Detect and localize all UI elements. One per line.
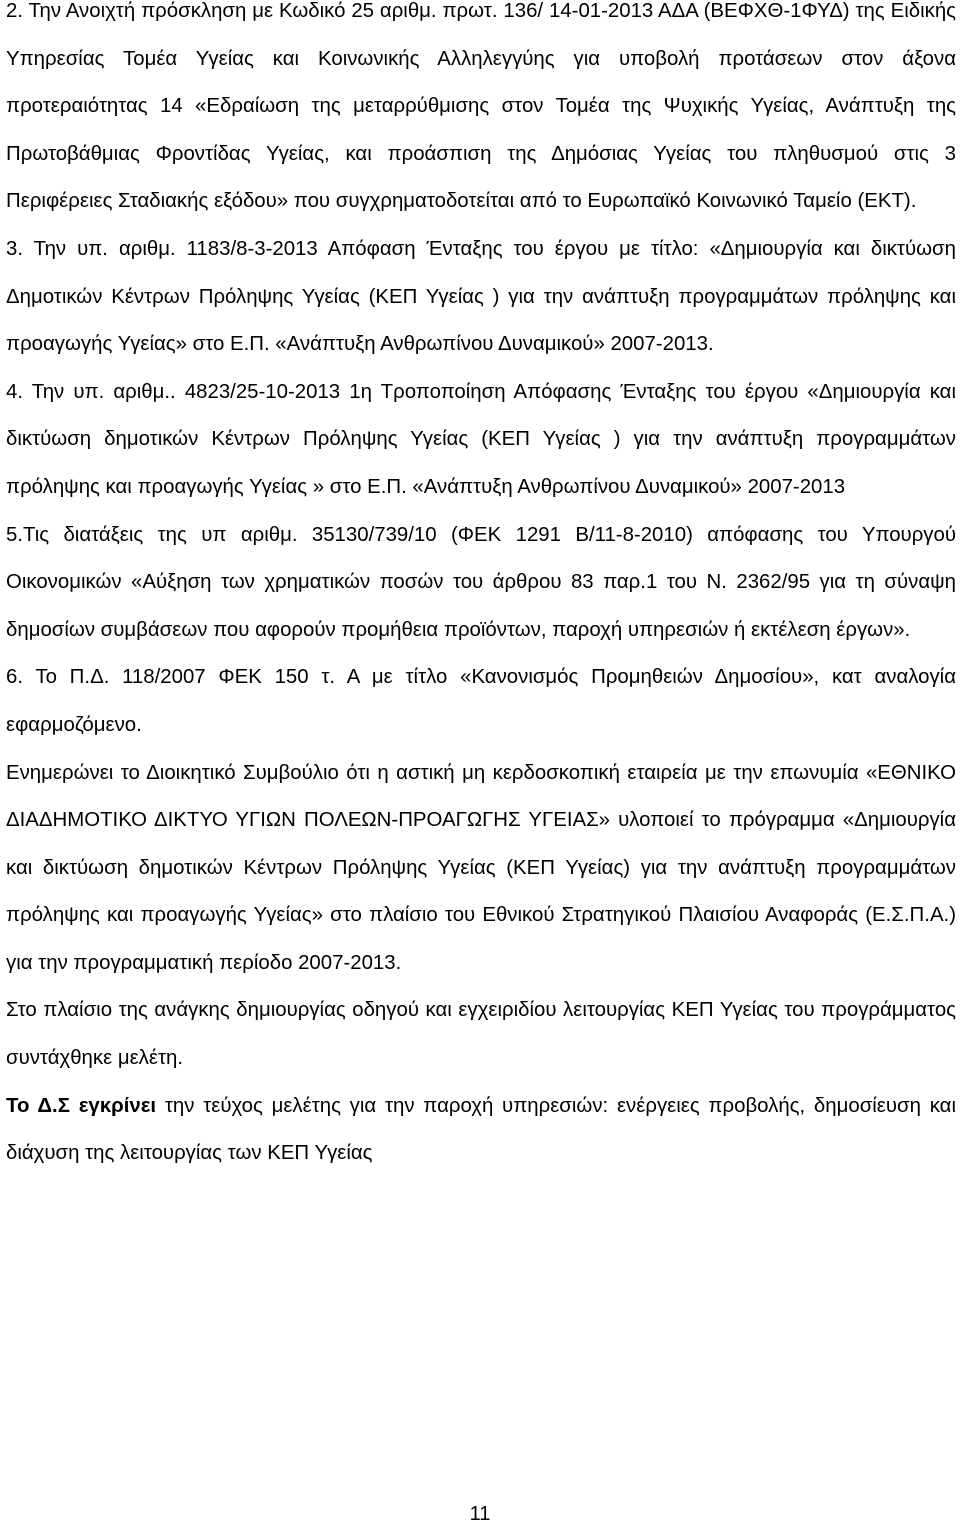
document-body xyxy=(6,0,956,1178)
paragraph-text: 6. Το Π.Δ. 118/2007 ΦΕΚ 150 τ. Α με τίτλο «Κανονισμός Προμηθειών Δημοσίου», κατ αναλογία εφαρμοζόμενο. xyxy=(6,666,956,736)
paragraph-text: 3. Την υπ. αριθμ. 1183/8-3-2013 Απόφαση Ένταξης του έργου με τίτλο: «Δημιουργία και δικτύωση Δημοτικών Κέντρων Πρόληψης Υγείας (ΚΕΠ Υγείας ) για την ανάπτυξη προγραμμάτων πρόληψης και προαγωγής Υγείας» στο Ε.Π. «Ανάπτυξη Ανθρωπίνου Δυναμικού» 2007-2013. xyxy=(6,237,956,356)
page-number: 11 xyxy=(469,1503,491,1525)
paragraph-item-6 xyxy=(6,654,956,749)
paragraph-text: 5.Τις διατάξεις της υπ αριθμ. 35130/739/10 (ΦΕΚ 1291 Β/11-8-2010) απόφασης του Υπουργού Οικονομικών «Αύξηση των χρηματικών ποσών του άρθρου 83 παρ.1 του Ν. 2362/95 για τη σύναψη δημοσίων συμβάσεων που αφορούν προμήθεια προϊόντων, παροχή υπηρεσιών ή εκτέλεση έργων». xyxy=(6,523,956,641)
paragraph-text: 2. Την Ανοιχτή πρόσκληση με Κωδικό 25 αριθμ. πρωτ. 136/ 14-01-2013 ΑΔΑ (ΒΕΦΧΘ-1ΦΥΔ) της Ειδικής Υπηρεσίας Τομέα Υγείας και Κοινωνικής Αλληλεγγύης για υποβολή προτάσεων στον άξονα προτεραιότητας 14 «Εδραίωση της μεταρρύθμισης στον Τομέα της Ψυχικής Υγείας, Ανάπτυξη της Πρωτοβάθμιας Φροντίδας Υγείας, και προάσπιση της Δημόσιας Υγείας του πληθυσμού στις 3 Περιφέρειες Σταδιακής εξόδου» που συγχρηματοδοτείται από το Ευρωπαϊκό Κοινωνικό Ταμείο (ΕΚΤ). xyxy=(6,0,956,213)
paragraph-text: 4. Την υπ. αριθμ.. 4823/25-10-2013 1η Τροποποίηση Απόφασης Ένταξης του έργου «Δημιουργία και δικτύωση δημοτικών Κέντρων Πρόληψης Υγείας (ΚΕΠ Υγείας ) για την ανάπτυξη προγραμμάτων πρόληψης και προαγωγής Υγείας » στο Ε.Π. «Ανάπτυξη Ανθρωπίνου Δυναμικού» 2007-2013 xyxy=(6,380,956,498)
paragraph-text: Στο πλαίσιο της ανάγκης δημιουργίας οδηγού και εγχειριδίου λειτουργίας ΚΕΠ Υγείας του προγράμματος συντάχθηκε μελέτη. xyxy=(6,999,956,1070)
paragraph-text: την τεύχος μελέτης για την παροχή υπηρεσιών: ενέργειες προβολής, δημοσίευση και διάχυση της λειτουργίας των ΚΕΠ Υγείας xyxy=(6,1094,956,1165)
paragraph-lead-bold: Το Δ.Σ εγκρίνει xyxy=(6,1094,157,1117)
paragraph-informs-board xyxy=(6,750,956,988)
paragraph-board-approves xyxy=(6,1083,956,1178)
paragraph-item-2 xyxy=(6,0,956,226)
paragraph-item-3 xyxy=(6,226,956,369)
paragraph-text: Ενημερώνει το Διοικητικό Συμβούλιο ότι η αστική μη κερδοσκοπική εταιρεία με την επωνυμία «ΕΘΝΙΚΟ ΔΙΑΔΗΜΟΤΙΚΟ ΔΙΚΤΥΟ ΥΓΙΩΝ ΠΟΛΕΩΝ-ΠΡΟΑΓΩΓΗΣ ΥΓΕΙΑΣ» υλοποιεί το πρόγραμμα «Δημιουργία και δικτύωση δημοτικών Κέντρων Πρόληψης Υγείας (ΚΕΠ Υγείας) για την ανάπτυξη προγραμμάτων πρόληψης και προαγωγής Υγείας» στο πλαίσιο του Εθνικού Στρατηγικού Πλαισίου Αναφοράς (Ε.Σ.Π.Α.) για την προγραμματική περίοδο 2007-2013. xyxy=(6,761,956,974)
paragraph-item-5 xyxy=(6,512,956,655)
paragraph-item-4 xyxy=(6,369,956,512)
paragraph-study-drafted xyxy=(6,987,956,1082)
